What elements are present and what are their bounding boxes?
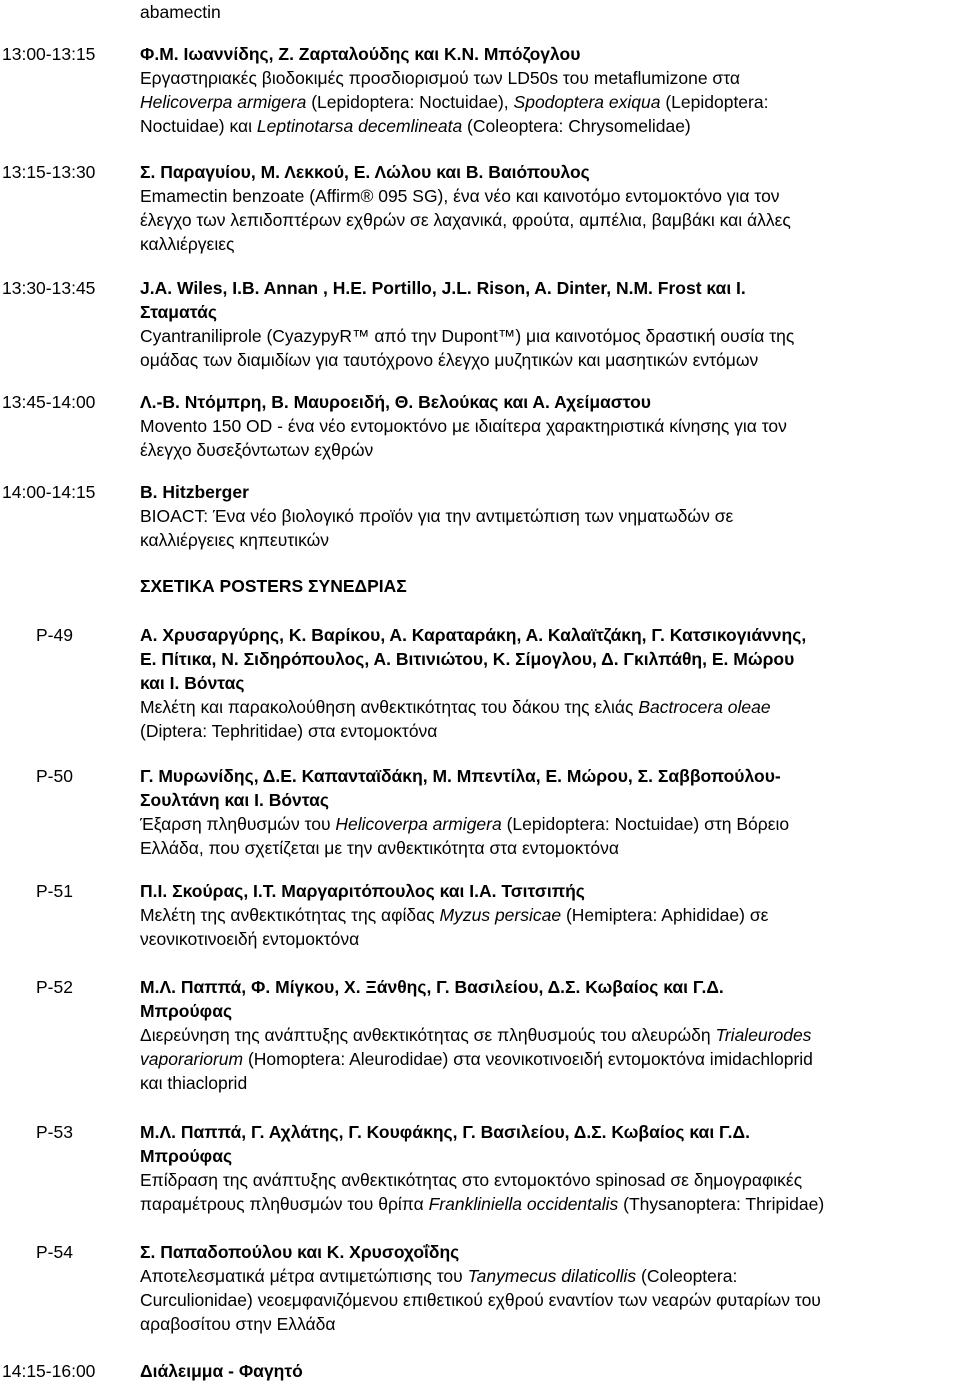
talk-authors: Φ.Μ. Ιωαννίδης, Ζ. Ζαρταλούδης και Κ.Ν. Μπόζογλου	[140, 44, 581, 64]
poster-authors: Ε. Πίτικα, Ν. Σιδηρόπουλος, Α. Βιτινιώτου, Κ. Σίμογλου, Δ. Γκιλπάθη, Ε. Μώρου	[140, 649, 795, 669]
talk-title-line: Helicoverpa armigera (Lepidoptera: Noctuidae), Spodoptera exiqua (Lepidoptera:	[140, 92, 769, 112]
species-name: Frankliniella occidentalis	[428, 1194, 619, 1214]
species-name: Helicoverpa armigera	[335, 814, 502, 834]
poster-code: P-51	[36, 881, 73, 901]
poster-title-line: και thiacloprid	[140, 1073, 248, 1093]
poster-title-line: αραβοσίτου στην Ελλάδα	[140, 1314, 336, 1334]
poster-authors: Γ. Μυρωνίδης, Δ.Ε. Καπανταϊδάκη, Μ. Μπεντίλα, Ε. Μώρου, Σ. Σαββοπούλου-	[140, 766, 781, 786]
talk-title-line: καλλιέργειες κηπευτικών	[140, 530, 330, 550]
talk-title-line: έλεγχο των λεπιδοπτέρων εχθρών σε λαχανικά, φρούτα, αμπέλια, βαμβάκι και άλλες	[140, 210, 791, 230]
talk-title-line: ομάδας των διαμιδίων για ταυτόχρονο έλεγχο μυζητικών και μασητικών εντόμων	[140, 350, 759, 370]
talk-title-line: καλλιέργειες	[140, 234, 235, 254]
talk-time: 14:00-14:15	[2, 482, 96, 502]
poster-title-line: Έξαρση πληθυσμών του Helicoverpa armigera (Lepidoptera: Noctuidae) στη Βόρειο	[140, 814, 790, 834]
poster-authors: Σουλτάνη και Ι. Βόντας	[140, 790, 329, 810]
poster-title-line: Ελλάδα, που σχετίζεται με την ανθεκτικότητα στα εντομοκτόνα	[140, 838, 619, 858]
poster-authors: και Ι. Βόντας	[140, 673, 245, 693]
talk-title-line: έλεγχο δυσεξόντωτων εχθρών	[140, 440, 374, 460]
talk-authors: B. Hitzberger	[140, 482, 249, 502]
poster-authors: Π.Ι. Σκούρας, Ι.Τ. Μαργαριτόπουλος και Ι.Α. Τσιτσιπής	[140, 881, 585, 901]
poster-title-line: Διερεύνηση της ανάπτυξης ανθεκτικότητας σε πληθυσμούς του αλευρώδη Trialeurodes	[140, 1025, 812, 1045]
break-label: Διάλειμμα - Φαγητό	[140, 1361, 303, 1381]
species-name: Tanymecus dilaticollis	[467, 1266, 637, 1286]
species-name: Spodoptera exiqua	[513, 92, 661, 112]
poster-code: P-52	[36, 977, 73, 997]
poster-authors: Α. Χρυσαργύρης, Κ. Βαρίκου, Α. Καραταράκη, Α. Καλαϊτζάκη, Γ. Κατσικογιάννης,	[140, 625, 807, 645]
talk-title-line: Εργαστηριακές βιοδοκιμές προσδιορισμού των LD50s του metaflumizone στα	[140, 68, 741, 88]
poster-title-line: Curculionidae) νεοεμφανιζόμενου επιθετικού εχθρού εναντίον των νεαρών φυταρίων του	[140, 1290, 821, 1310]
talk-authors: J.A. Wiles, I.B. Annan , H.E. Portillo, J.L. Rison, A. Dinter, N.M. Frost και I.	[140, 278, 746, 298]
poster-code: P-53	[36, 1122, 73, 1142]
species-name: Bactrocera oleae	[638, 697, 771, 717]
poster-authors: Μπρούφας	[140, 1146, 233, 1166]
poster-authors: Μ.Λ. Παππά, Γ. Αχλάτης, Γ. Κουφάκης, Γ. Βασιλείου, Δ.Σ. Κωβαίος και Γ.Δ.	[140, 1122, 750, 1142]
talk-title-line: Movento 150 OD - ένα νέο εντομοκτόνο με ιδιαίτερα χαρακτηριστικά κίνησης για τον	[140, 416, 787, 436]
talk-title-line: BIOACT: Ένα νέο βιολογικό προϊόν για την αντιμετώπιση των νηματωδών σε	[140, 506, 734, 526]
talk-time: 13:15-13:30	[2, 162, 96, 182]
talk-authors: Λ.-Β. Ντόμπρη, Β. Μαυροειδή, Θ. Βελούκας και Α. Αχείμαστου	[140, 392, 651, 412]
species-name: Helicoverpa armigera	[140, 92, 307, 112]
poster-title-line: (Diptera: Tephritidae) στα εντομοκτόνα	[140, 721, 438, 741]
poster-title-line: vaporariorum (Homoptera: Aleurodidae) στα νεονικοτινοειδή εντομοκτόνα imidachloprid	[140, 1049, 813, 1069]
talk-time: 13:30-13:45	[2, 278, 96, 298]
talk-time: 13:00-13:15	[2, 44, 96, 64]
species-name: vaporariorum	[140, 1049, 244, 1069]
poster-title-line: Μελέτη και παρακολούθηση ανθεκτικότητας του δάκου της ελιάς Bactrocera oleae	[140, 697, 771, 717]
talk-title-line: Cyantraniliprole (CyazypyR™ από την Dupont™) μια καινοτόμος δραστική ουσία της	[140, 326, 795, 346]
talk-authors: Σταματάς	[140, 302, 217, 322]
poster-code: P-49	[36, 625, 73, 645]
species-name: Trialeurodes	[715, 1025, 812, 1045]
poster-title-line: Επίδραση της ανάπτυξης ανθεκτικότητας στο εντομοκτόνο spinosad σε δημογραφικές	[140, 1170, 803, 1190]
poster-title-line: Μελέτη της ανθεκτικότητας της αφίδας Myzus persicae (Hemiptera: Aphididae) σε	[140, 905, 769, 925]
continued-text: abamectin	[140, 2, 221, 22]
species-name: Leptinotarsa decemlineata	[256, 116, 463, 136]
species-name: Myzus persicae	[439, 905, 562, 925]
talk-authors: Σ. Παραγυίου, Μ. Λεκκού, Ε. Λώλου και Β. Βαιόπουλος	[140, 162, 590, 182]
poster-authors: Σ. Παπαδοπούλου και Κ. Χρυσοχοΐδης	[140, 1242, 460, 1262]
talk-title-line: Noctuidae) και Leptinotarsa decemlineata (Coleoptera: Chrysomelidae)	[140, 116, 691, 136]
break-time: 14:15-16:00	[2, 1361, 96, 1381]
poster-title-line: παραμέτρους πληθυσμών του θρίπα Frankliniella occidentalis (Thysanoptera: Thripidae)	[140, 1194, 825, 1214]
talk-time: 13:45-14:00	[2, 392, 96, 412]
talk-title-line: Emamectin benzoate (Affirm® 095 SG), ένα νέο και καινοτόμο εντομοκτόνο για τον	[140, 186, 780, 206]
poster-code: P-50	[36, 766, 73, 786]
poster-title-line: νεονικοτινοειδή εντομοκτόνα	[140, 929, 360, 949]
poster-authors: Μπρούφας	[140, 1001, 233, 1021]
poster-title-line: Αποτελεσματικά μέτρα αντιμετώπισης του Tanymecus dilaticollis (Coleoptera:	[140, 1266, 738, 1286]
poster-code: P-54	[36, 1242, 73, 1262]
posters-heading: ΣΧΕΤΙΚΑ POSTERS ΣΥΝΕΔΡΙΑΣ	[140, 576, 407, 596]
poster-authors: Μ.Λ. Παππά, Φ. Μίγκου, Χ. Ξάνθης, Γ. Βασιλείου, Δ.Σ. Κωβαίος και Γ.Δ.	[140, 977, 724, 997]
